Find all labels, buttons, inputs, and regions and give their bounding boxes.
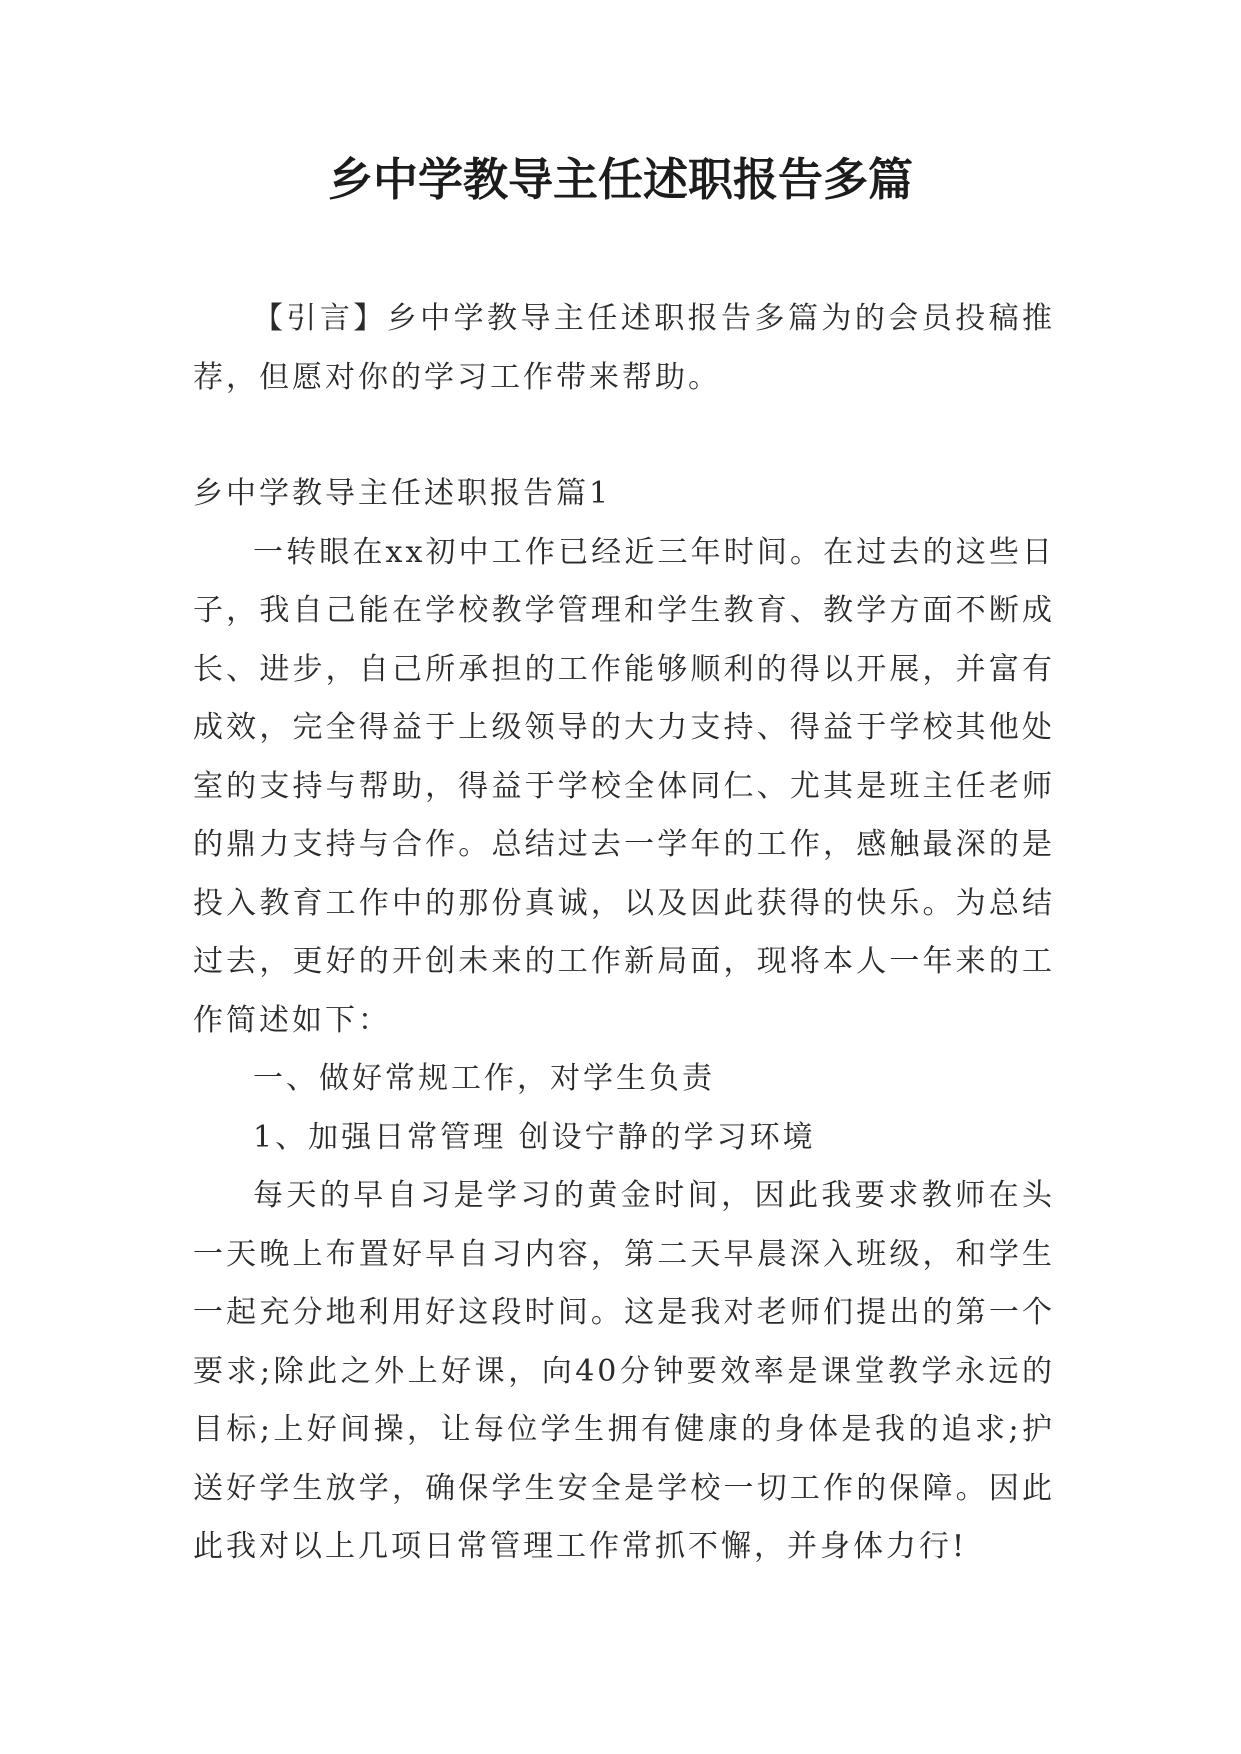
body-paragraph: 一转眼在xx初中工作已经近三年时间。在过去的这些日子，我自己能在学校教学管理和学生教育、教学方面不断成长、进步，自己所承担的工作能够顺利的得以开展，并富有成效，完全得益于上级领导的大力支持、得益于学校其他处室的支持与帮助，得益于学校全体同仁、尤其是班主任老师的鼎力支持与合作。总结过去一学年的工作，感触最深的是投入教育工作中的那份真诚，以及因此获得的快乐。为总结过去，更好的开创未来的工作新局面，现将本人一年来的工作简述如下： [193,534,1055,1038]
intro-paragraph: 【引言】乡中学教导主任述职报告多篇为的会员投稿推荐，但愿对你的学习工作带来帮助。 [193,301,1055,395]
section-heading: 乡中学教导主任述职报告篇1 [193,476,612,511]
subheading-level-1: 一、做好常规工作，对学生负责 [253,1061,715,1096]
paragraph-spacer [193,407,1055,465]
document-title: 乡中学教导主任述职报告多篇 [327,153,913,206]
body-paragraph: 每天的早自习是学习的黄金时间，因此我要求教师在头一天晚上布置好早自习内容，第二天早晨深入班级，和学生一起充分地利用好这段时间。这是我对老师们提出的第一个要求;除此之外上好课，向40分钟要效率是课堂教学永远的目标;上好间操，让每位学生拥有健康的身体是我的追求;护送好学生放学，确保学生安全是学校一切工作的保障。因此此我对以上几项日常管理工作常抓不懈，并身体力行! [193,1178,1055,1564]
subheading-level-2: 1、加强日常管理 创设宁静的学习环境 [253,1119,816,1155]
document-body [193,290,1055,1577]
